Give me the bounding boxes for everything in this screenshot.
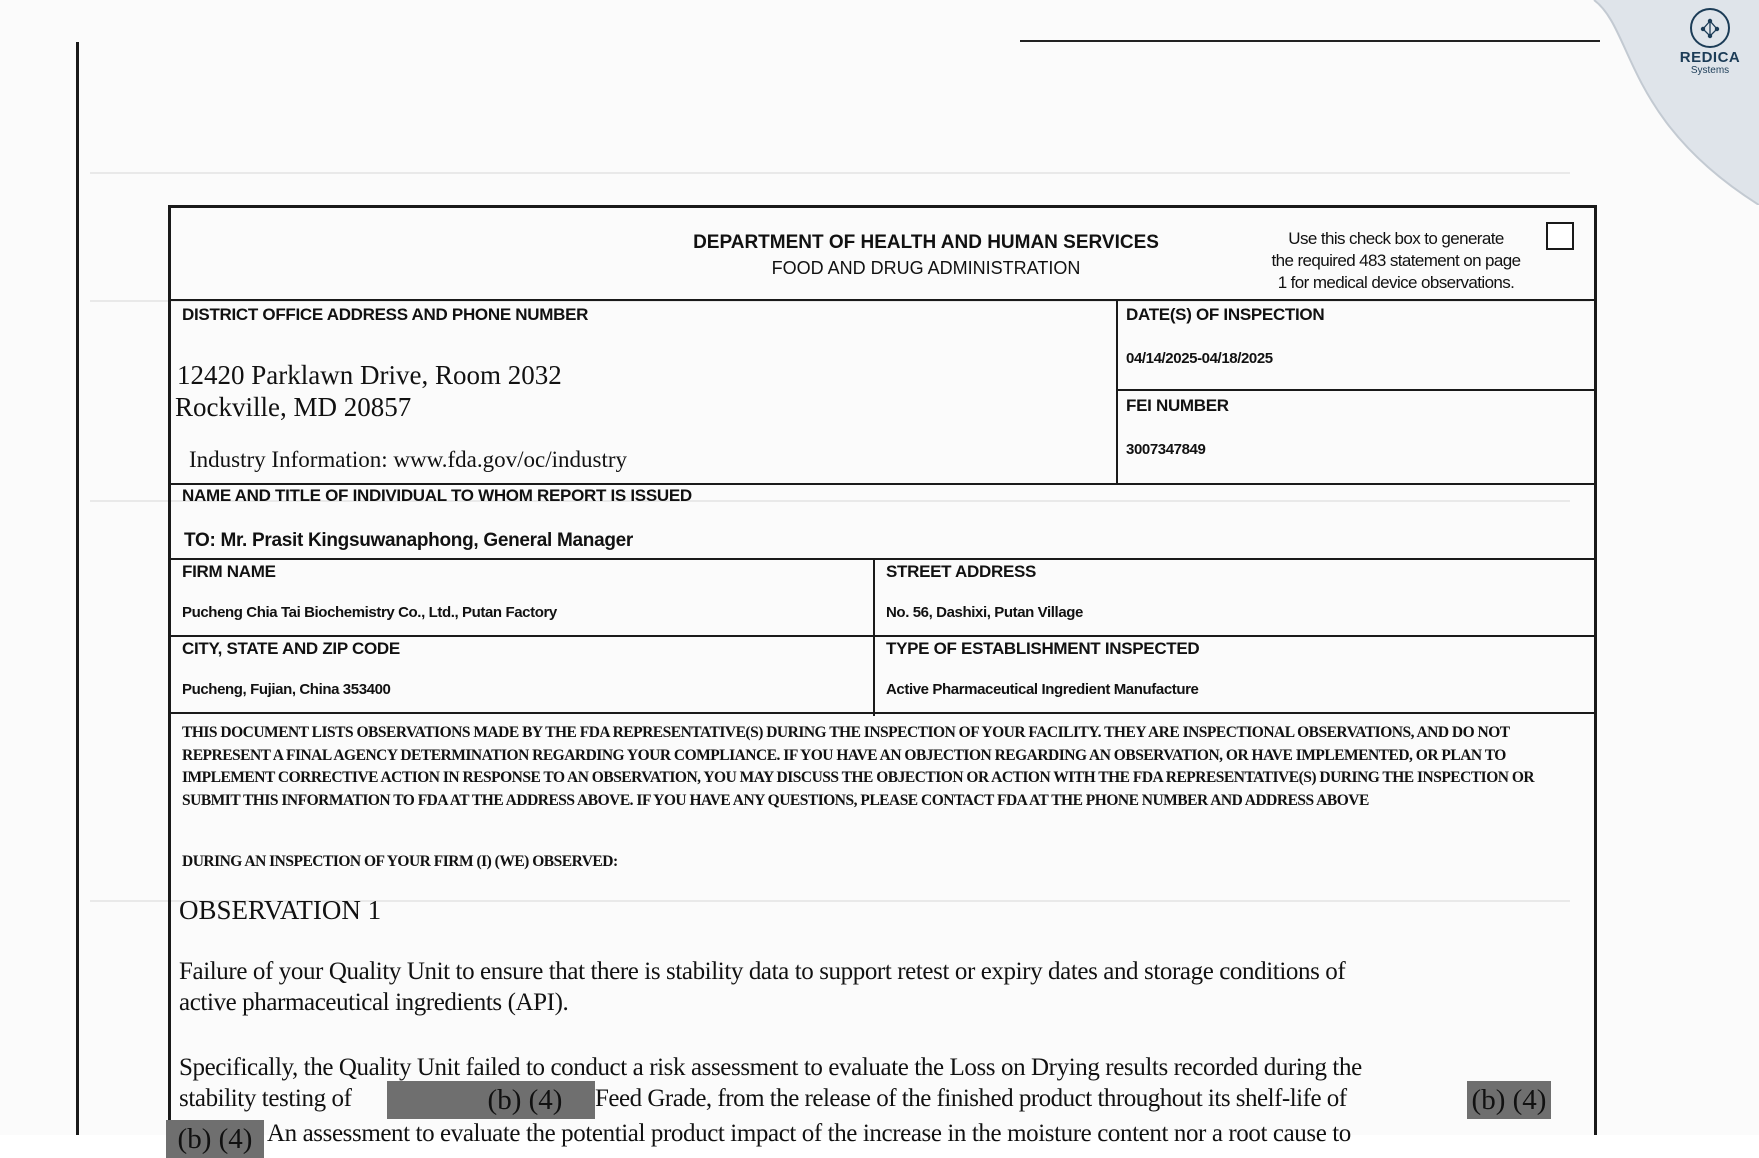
redaction-box (387, 1081, 595, 1119)
inspection-dates-label: DATE(S) OF INSPECTION (1126, 305, 1325, 324)
street-address-value: No. 56, Dashixi, Putan Village (886, 604, 1083, 621)
name-title-label: NAME AND TITLE OF INDIVIDUAL TO WHOM REPORT IS ISSUED (182, 486, 692, 505)
divider (171, 635, 1597, 637)
firm-name-value: Pucheng Chia Tai Biochemistry Co., Ltd., Putan Factory (182, 604, 557, 621)
divider (1116, 299, 1118, 485)
redaction-code: (b) (4) (1471, 1084, 1547, 1116)
redaction-code: (b) (4) (177, 1123, 253, 1155)
checkbox-note-line: the required 483 statement on page (1271, 251, 1521, 270)
inspection-dates-value: 04/14/2025-04/18/2025 (1126, 350, 1273, 367)
fei-number-label: FEI NUMBER (1126, 396, 1229, 415)
agency-subheader: FOOD AND DRUG ADMINISTRATION (771, 258, 1081, 278)
redaction-code: (b) (4) (487, 1084, 563, 1116)
redaction-box (166, 1120, 264, 1158)
fda-483-form (168, 205, 1597, 1155)
checkbox-note-line: Use this check box to generate (1288, 229, 1504, 248)
medical-device-checkbox[interactable] (1546, 222, 1574, 250)
observed-intro: DURING AN INSPECTION OF YOUR FIRM (I) (WE) OBSERVED: (182, 853, 618, 870)
divider (171, 299, 1597, 301)
molecule-icon (1690, 8, 1730, 48)
divider (171, 483, 1597, 485)
observation-detail-line: An assessment to evaluate the potential product impact of the increase in the moisture content nor a root cause to (267, 1120, 1351, 1147)
observation-detail-line: stability testing of (179, 1085, 352, 1112)
checkbox-note-line: 1 for medical device observations. (1277, 273, 1515, 292)
brand-name: REDICA (1679, 49, 1741, 66)
observation-detail-line: Specifically, the Quality Unit failed to conduct a risk assessment to evaluate the Loss on Drying results recorded during the (179, 1054, 1362, 1081)
redaction-box (1467, 1081, 1551, 1119)
fei-number-value: 3007347849 (1126, 441, 1206, 458)
page-top-border (1020, 40, 1600, 42)
district-address-line2: Rockville, MD 20857 (175, 392, 412, 422)
divider (1116, 389, 1597, 391)
street-address-label: STREET ADDRESS (886, 562, 1037, 581)
city-state-zip-value: Pucheng, Fujian, China 353400 (182, 681, 391, 698)
firm-name-label: FIRM NAME (182, 562, 276, 581)
establishment-type-label: TYPE OF ESTABLISHMENT INSPECTED (886, 639, 1200, 658)
brand-tagline: Systems (1690, 65, 1730, 76)
page-left-border (76, 42, 79, 1135)
industry-info: Industry Information: www.fda.gov/oc/industry (189, 447, 627, 472)
divider (171, 712, 1597, 714)
divider (171, 558, 1597, 560)
bleed-through-line (90, 172, 1570, 174)
city-state-zip-label: CITY, STATE AND ZIP CODE (182, 639, 400, 658)
agency-header: DEPARTMENT OF HEALTH AND HUMAN SERVICES (693, 232, 1159, 253)
checkbox-note (1231, 228, 1561, 294)
divider (873, 558, 875, 716)
observation-summary-line: Failure of your Quality Unit to ensure that there is stability data to support retest or expiry dates and storage conditions of (179, 958, 1346, 985)
district-address-line1: 12420 Parklawn Drive, Room 2032 (177, 360, 562, 390)
establishment-type-value: Active Pharmaceutical Ingredient Manufacture (886, 681, 1199, 698)
district-office-label: DISTRICT OFFICE ADDRESS AND PHONE NUMBER (182, 305, 589, 324)
observation-detail-line: Feed Grade, from the release of the finished product throughout its shelf-life of (595, 1085, 1347, 1112)
redica-logo (1675, 8, 1745, 76)
observation-heading: OBSERVATION 1 (179, 895, 382, 925)
observation-summary-line: active pharmaceutical ingredients (API). (179, 989, 569, 1016)
name-title-value: TO: Mr. Prasit Kingsuwanaphong, General Manager (184, 530, 634, 551)
inspection-disclaimer: THIS DOCUMENT LISTS OBSERVATIONS MADE BY THE FDA REPRESENTATIVE(S) DURING THE INSPECTION OF YOUR FACILITY. THEY ARE INSPECTIONAL OBSERVATIONS, AND DO NOT REPRESENT A FINAL AGENCY DETERMINATION REGARDING YOUR COMPLIANCE. IF YOU HAVE AN OBJECTION REGARDING AN OBSERVATION, OR HAVE IMPLEMENTED, OR PLAN TO IMPLEMENT CORRECTIVE ACTION IN RESPONSE TO AN OBSERVATION, YOU MAY DISCUSS THE OBJECTION OR ACTION WITH THE FDA REPRESENTATIVE(S) DURING THE INSPECTION OR SUBMIT THIS INFORMATION TO FDA AT THE ADDRESS ABOVE. IF YOU HAVE ANY QUESTIONS, PLEASE CONTACT FDA AT THE PHONE NUMBER AND ADDRESS ABOVE (182, 724, 1535, 809)
